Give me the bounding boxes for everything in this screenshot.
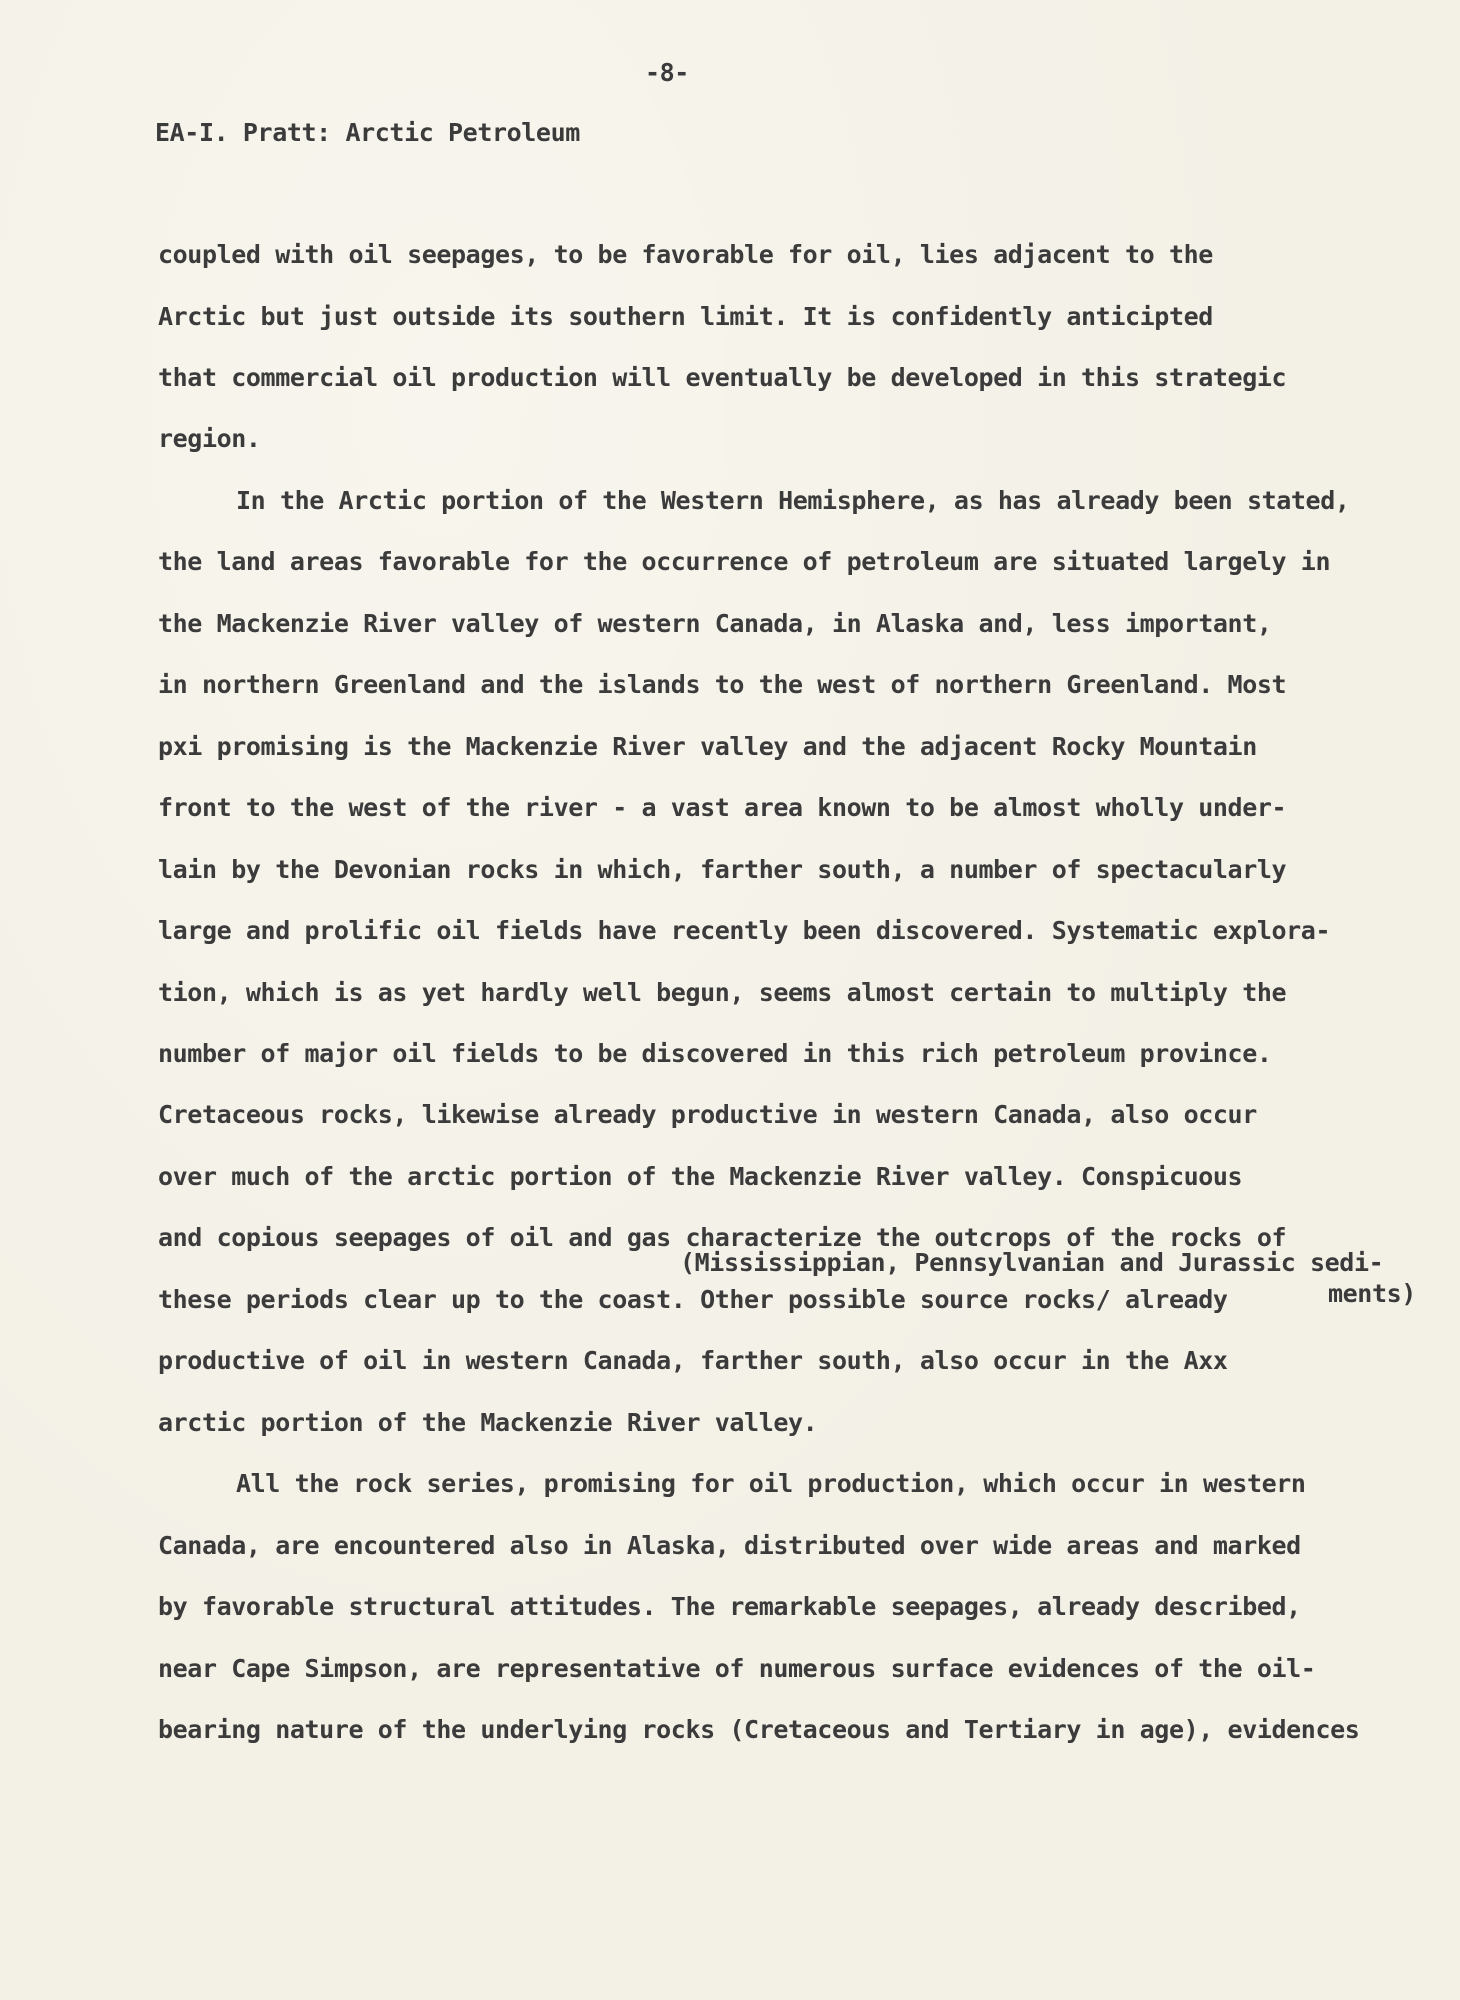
text-line: coupled with oil seepages, to be favorable for oil, lies adjacent to the	[158, 240, 1213, 269]
text-line: and copious seepages of oil and gas characterize the outcrops of the rocks of	[158, 1223, 1287, 1252]
text-line: arctic portion of the Mackenzie River valley.	[158, 1408, 818, 1437]
text-line: in northern Greenland and the islands to the west of northern Greenland. Most	[158, 670, 1287, 699]
text-line: that commercial oil production will eventually be developed in this strategic	[158, 363, 1287, 392]
text-line: Arctic but just outside its southern limit. It is confidently anticipted	[158, 302, 1213, 331]
text-line: the land areas favorable for the occurrence of petroleum are situated largely in	[158, 547, 1331, 576]
text-line: the Mackenzie River valley of western Canada, in Alaska and, less important,	[158, 609, 1272, 638]
text-line: Cretaceous rocks, likewise already productive in western Canada, also occur	[158, 1100, 1257, 1129]
handwritten-insertion: (Mississippian, Pennsylvanian and Jurassic sedi-	[680, 1248, 1384, 1277]
text-line: region.	[158, 424, 261, 453]
text-line: over much of the arctic portion of the Mackenzie River valley. Conspicuous	[158, 1162, 1243, 1191]
text-line: pxi promising is the Mackenzie River valley and the adjacent Rocky Mountain	[158, 732, 1257, 761]
text-line: number of major oil fields to be discovered in this rich petroleum province.	[158, 1039, 1272, 1068]
text-line: productive of oil in western Canada, farther south, also occur in the Axx	[158, 1346, 1228, 1375]
text-line: front to the west of the river - a vast area known to be almost wholly under-	[158, 793, 1287, 822]
page-header: EA-I. Pratt: Arctic Petroleum	[155, 118, 580, 147]
text-line: by favorable structural attitudes. The remarkable seepages, already described,	[158, 1592, 1301, 1621]
margin-insertion: ments)	[1328, 1279, 1416, 1308]
text-line: near Cape Simpson, are representative of numerous surface evidences of the oil-	[158, 1654, 1316, 1683]
paragraph-first-line: In the Arctic portion of the Western Hemisphere, as has already been stated,	[236, 486, 1350, 515]
text-line: these periods clear up to the coast. Other possible source rocks/ already	[158, 1285, 1228, 1314]
text-line: Canada, are encountered also in Alaska, distributed over wide areas and marked	[158, 1531, 1301, 1560]
text-line: bearing nature of the underlying rocks (Cretaceous and Tertiary in age), evidences	[158, 1715, 1360, 1744]
paragraph-first-line: All the rock series, promising for oil production, which occur in western	[236, 1469, 1306, 1498]
page-number: -8-	[645, 58, 689, 87]
text-line: large and prolific oil fields have recently been discovered. Systematic explora-	[158, 916, 1331, 945]
text-line: tion, which is as yet hardly well begun, seems almost certain to multiply the	[158, 978, 1287, 1007]
text-line: lain by the Devonian rocks in which, farther south, a number of spectacularly	[158, 855, 1287, 884]
